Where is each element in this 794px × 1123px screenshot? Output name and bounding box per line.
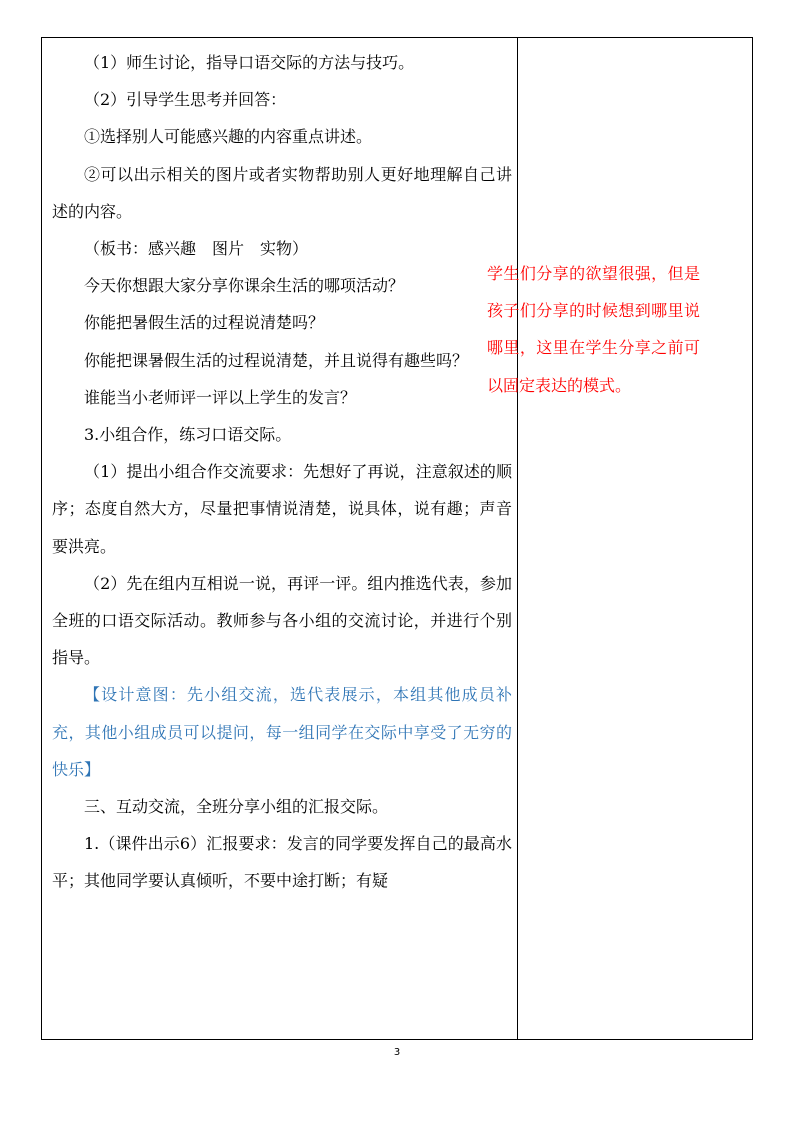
main-content-cell (52, 44, 512, 900)
teacher-note-cell: 学生们分享的欲望很强，但是孩子们分享的时候想到哪里说哪里，这里在学生分享之前可以固定表达的模式。 (487, 264, 700, 395)
paragraph-group-activity: （2）先在组内互相说一说，再评一评。组内推选代表，参加全班的口语交际活动。教师参与各小组的交流讨论，并进行个别指导。 (52, 573, 512, 668)
paragraph-question-2: 你能把暑假生活的过程说清楚吗？ (84, 313, 325, 333)
paragraph-question-1: 今天你想跟大家分享你课余生活的哪项活动？ (84, 276, 405, 296)
paragraph-group-requirements: （1）提出小组合作交流要求：先想好了再说，注意叙述的顺序；态度自然大方，尽量把事情说清楚，说具体，说有趣；声音要洪亮。 (52, 462, 512, 556)
paragraph-question-4: 谁能当小老师评一评以上学生的发言？ (84, 387, 357, 407)
paragraph-point-2: ②可以出示相关的图片或者实物帮助别人更好地理解自己讲述的内容。 (52, 164, 512, 221)
paragraph-blackboard: （板书：感兴趣 图片 实物） (84, 239, 309, 259)
lesson-plan-table (41, 37, 753, 1040)
paragraph-point-1: ①选择别人可能感兴趣的内容重点讲述。 (84, 127, 373, 147)
paragraph-section-three-heading: 三、互动交流，全班分享小组的汇报交际。 (84, 797, 389, 817)
paragraph-guide-answer: （2）引导学生思考并回答： (84, 90, 287, 110)
paragraph-question-3: 你能把课暑假生活的过程说清楚，并且说得有趣些吗？ (84, 350, 469, 370)
paragraph-section-3: 3.小组合作，练习口语交际。 (84, 425, 292, 445)
paragraph-discussion-guide: （1）师生讨论，指导口语交际的方法与技巧。 (84, 53, 415, 72)
page-number: 3 (393, 1047, 401, 1058)
column-divider (517, 38, 518, 1039)
paragraph-report-requirements: 1.（课件出示6）汇报要求：发言的同学要发挥自己的最高水平；其他同学要认真倾听，不要中途打断；有疑 (52, 834, 512, 891)
paragraph-design-intent: 【设计意图：先小组交流，选代表展示，本组其他成员补充，其他小组成员可以提问，每一组同学在交际中享受了无穷的快乐】 (52, 685, 512, 779)
